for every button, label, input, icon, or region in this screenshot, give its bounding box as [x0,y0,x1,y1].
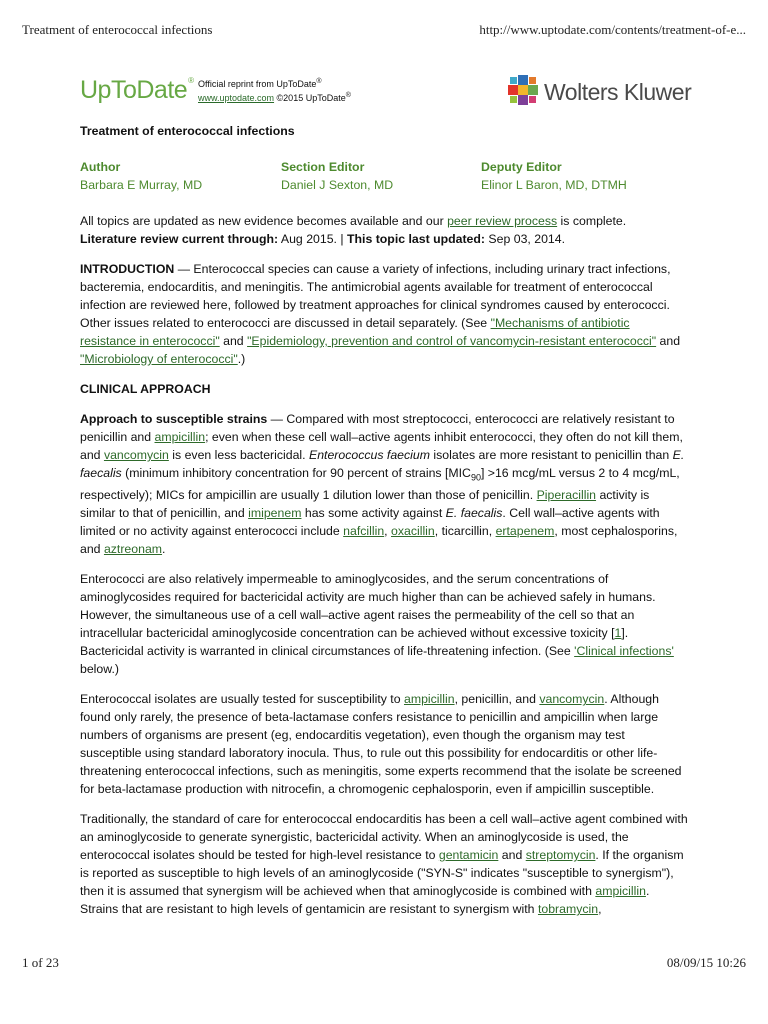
uptodate-logo[interactable]: UpToDate® [80,75,194,104]
copyright-text: ©2015 UpToDate [274,93,346,103]
print-footer [22,955,746,975]
print-header [22,22,746,42]
mechanisms-link[interactable]: "Mechanisms of antibiotic resistance in enterococci" [80,316,630,348]
introduction-heading: INTRODUCTION [80,262,175,276]
print-header-url[interactable]: http://www.uptodate.com/contents/treatment-of-e... [479,22,746,37]
susceptibility-testing-paragraph: Enterococcal isolates are usually tested for susceptibility to ampicillin, penicillin, and vancomycin. Although found only rarely, the presence of beta-lactamase confers resistance to penicillin and ampicillin when large numbers of organisms are present (eg, endocarditis vegetation), even though the organism may test susceptible using standard laboratory inocula. Thus, to rule out this possibility for endocarditis or other life-threatening enterococcal infections, such as meningitis, some experts recommend that the isolate be screened for beta-lactamase production with nitrocefin, a chromogenic cephalosporin, even if ampicillin susceptible. [80,692,682,797]
reprint-text: Official reprint from UpToDate [198,79,317,89]
tobramycin-link[interactable]: tobramycin [537,902,599,917]
clinical-approach-heading: CLINICAL APPROACH [80,382,211,396]
aztreonam-link[interactable]: aztreonam [103,542,163,557]
credits [80,158,688,194]
aminoglycoside-paragraph: Enterococci are also relatively impermeable to aminoglycosides, and the serum concentrations of aminoglycosides required for bactericidal activity are much higher than can be achieved safely in humans. However, the simultaneous use of a cell wall–active agent raises the permeability of the cell so that an intracellular bactericidal aminoglycoside concentration can be achieved without excessive toxicity [1]. Bactericidal activity is warranted in clinical circumstances of life-threatening infection. (See 'Clinical infections' below.) [80,572,674,677]
ampicillin-link[interactable]: ampicillin [154,430,206,444]
vancomycin-link[interactable]: vancomycin [103,448,169,462]
susceptible-strains-paragraph: Approach to susceptible strains — Compared with most streptococci, enterococci are relatively resistant to penicillin and ampicillin; even when these cell wall–active agents inhibit enterococci, they often do not kill them, and vancomycin is even less bactericidal. Enterococcus faecium isolates are more resistant to penicillin than E. faecalis (minimum inhibitory concentration for 90 percent of strains $[MIC_{90}] >16$ mcg/mL versus 2 to 4 mcg/mL, respectively); MICs for ampicillin are usually 1 dilution lower than those of penicillin. Piperacillin activity is similar to that of penicillin, and imipenem has some activity against E. faecalis. Cell wall–active agents with limited or no activity against enterococci include nafcillin, oxacillin, ticarcillin, ertapenem, most cephalosporins, and aztreonam. [80,412,685,557]
article-content [80,122,688,930]
credit-name[interactable]: Daniel J Sexton, MD [281,178,394,192]
epidemiology-link[interactable]: "Epidemiology, prevention and control of vancomycin-resistant enterococci" [247,334,657,348]
credit-deputy-editor [481,158,627,194]
credit-name[interactable]: Elinor L Baron, MD, DTMH [481,178,627,192]
reprint-notice: Official reprint from UpToDate® www.uptodate.com ©2015 UpToDate® [198,78,351,103]
ampicillin-link[interactable]: ampicillin [403,692,455,707]
print-header-title: Treatment of enterococcal infections [22,22,213,37]
nafcillin-link[interactable]: nafcillin [343,524,385,539]
ampicillin-link[interactable]: ampicillin [595,884,646,899]
microbiology-link[interactable]: "Microbiology of enterococci" [80,352,238,366]
wolters-kluwer-mark-icon [508,75,540,107]
updated-label: This topic last updated: [347,232,486,246]
wolters-kluwer-name: Wolters Kluwer [544,79,692,105]
ertapenem-link[interactable]: ertapenem [495,524,555,539]
endocarditis-paragraph: Traditionally, the standard of care for enterococcal endocarditis has been a cell wall–active agent combined with an aminoglycoside to generate synergistic, bactericidal activity. When an aminoglycoside is used, the enterococcal isolates should be tested for high-level resistance to gentamicin and streptomycin. If the organism is reported as susceptible to high levels of an aminoglycoside ("SYN-S" indicates "susceptible to synergism"), then it is assumed that synergism will be achieved when that aminoglycoside is combined with ampicillin. Strains that are resistant to high levels of gentamicin are resistant to synergism with tobramycin, [80,812,688,917]
print-datetime: 08/09/15 10:26 [666,955,746,970]
uptodate-link[interactable]: www.uptodate.com [198,93,275,103]
update-notice: All topics are updated as new evidence becomes available and our peer review process is complete. Literature review current through: Aug 2015. | This topic last updated: Sep 03, 2014. [80,214,627,246]
wolters-kluwer-logo[interactable] [508,74,708,110]
piperacillin-link[interactable]: Piperacillin [536,488,597,503]
credit-role: Author [80,160,121,174]
introduction-paragraph: INTRODUCTION — Enterococcal species can cause a variety of infections, including urinary tract infections, bacteremia, endocarditis, and meningitis. The antimicrobial agents available for treatment of enterococcal infection are reviewed here, followed by treatment approaches for clinical syndromes caused by enterococci. Other issues related to enterococci are discussed in detail separately. (See "Mechanisms of antibiotic resistance in enterococci" and "Epidemiology, prevention and control of vancomycin-resistant enterococci" and "Microbiology of enterococci".) [80,262,681,366]
susceptible-strains-heading: Approach to susceptible strains [80,412,268,426]
peer-review-link[interactable]: peer review process [447,214,558,228]
oxacillin-link[interactable]: oxacillin [391,524,435,539]
vancomycin-link[interactable]: vancomycin [539,692,605,707]
gentamicin-link[interactable]: gentamicin [438,848,499,863]
clinical-infections-link[interactable]: 'Clinical infections' [574,644,674,659]
reference-link[interactable]: 1 [614,626,622,641]
credit-name[interactable]: Barbara E Murray, MD [80,178,203,192]
credit-author [80,158,202,194]
credit-role: Deputy Editor [481,160,562,174]
credit-role: Section Editor [281,160,365,174]
page-title: Treatment of enterococcal infections [80,124,295,138]
credit-section-editor [281,158,393,194]
brand-bar [80,74,700,114]
review-label: Literature review current through: [80,232,279,246]
streptomycin-link[interactable]: streptomycin [525,848,596,863]
imipenem-link[interactable]: imipenem [248,506,302,521]
page-number: 1 of 23 [22,955,59,970]
